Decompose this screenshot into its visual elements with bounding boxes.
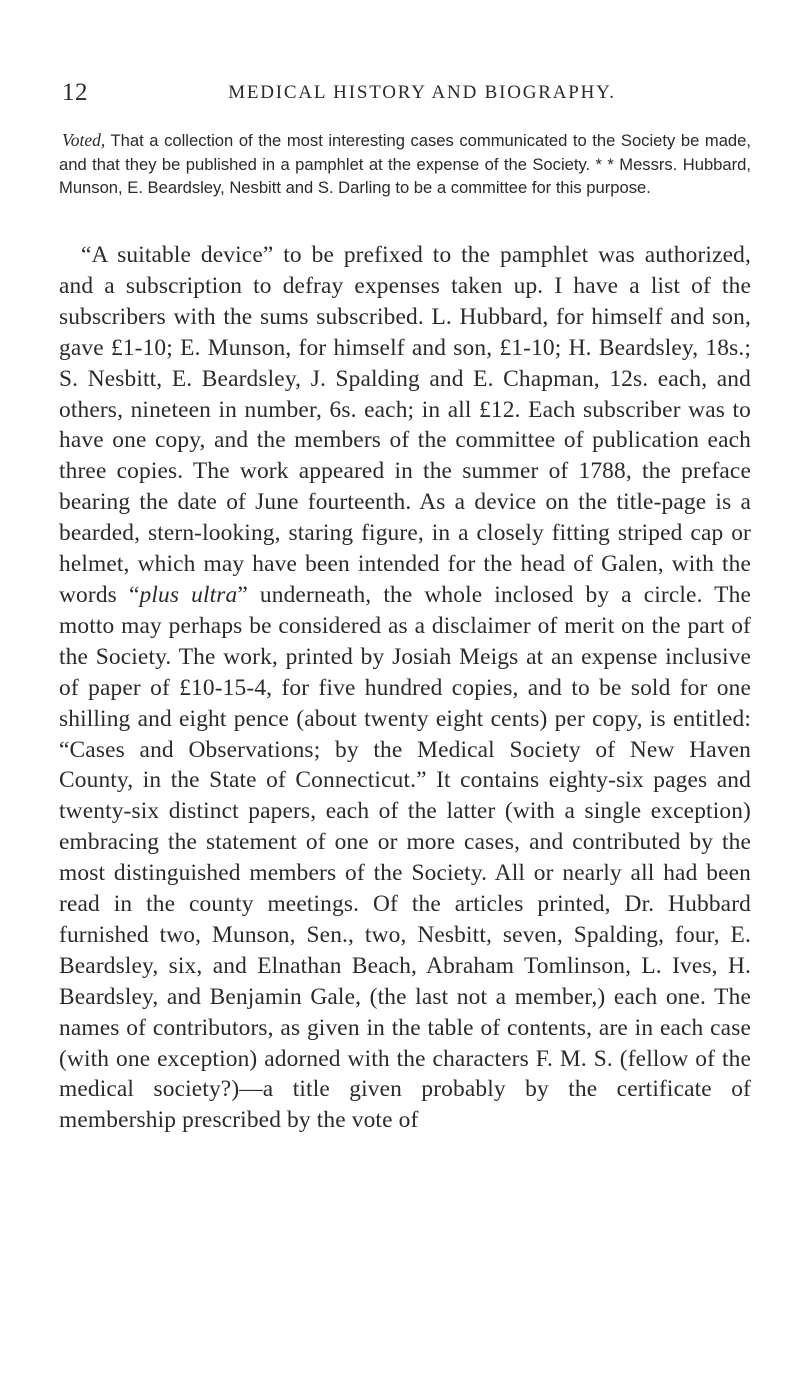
page-number: 12 [62,79,88,106]
running-title: MEDICAL HISTORY AND BIOGRAPHY. [228,82,616,103]
running-head [62,78,762,108]
resolution-lead: Voted, [62,130,106,150]
narrative-text-part1: “A suitable device” to be prefixed to the pamphlet was authorized, and a subscription to defray expenses taken up. I have a list of the subscribers with the sums subscribed. L. Hubbard, for himself and son, gave £1-10; E. Munson, for himself and son, £1-10; H. Beardsley, 18s.; S. Nesbitt, E. Beardsley, J. Spalding and E. Chapman, 12s. each, and others, nineteen in number, 6s. each; in all £12. Each subscriber was to have one copy, and the members of the committee of publication each three copies. The work appeared in the summer of 1788, the preface bearing the date of June fourteenth. As a device on the title-page is a bearded, stern-looking, staring figure, in a closely fitting striped cap or helmet, which may have been intended for the head of Galen, with the words “ [59,242,751,608]
motto-text: plus ultra [139,581,238,608]
narrative-text-part2: ” underneath, the whole inclosed by a circle. The motto may perhaps be considered as a disclaimer of merit on the part of the Society. The work, printed by Josiah Meigs at an expense inclusive of paper of £10-15-4, for five hundred copies, and to be sold for one shilling and eight pence (about twenty eight cents) per copy, is entitled: “Cases and Observations; by the Medical Society of New Haven County, in the State of Connecticut.” It contains eighty-six pages and twenty-six distinct papers, each of the latter (with a single exception) embracing the statement of one or more cases, and contributed by the most distinguished members of the Society. All or nearly all had been read in the county meetings. Of the articles printed, Dr. Hubbard furnished two, Munson, Sen., two, Nesbitt, seven, Spalding, four, E. Beardsley, six, and Elnathan Beach, Abraham Tomlinson, L. Ives, H. Beardsley, and Benjamin Gale, (the last not a member,) each one. The names of contributors, as given in the table of contents, are in each case (with one exception) adorned with the characters F. M. S. (fellow of the medical society?)—a title given probably by the certificate of membership prescribed by the vote of [59,581,751,1134]
resolution-text: That a collection of the most interesting cases communicated to the Society be made, and that they be published in a pamphlet at the expense of the Society. * * Messrs. Hubbard, Munson, E. Beardsley, Nesbitt and S. Darling to be a committee for this purpose. [59,131,751,198]
narrative-paragraph [59,240,751,1136]
resolution-paragraph [59,129,751,200]
